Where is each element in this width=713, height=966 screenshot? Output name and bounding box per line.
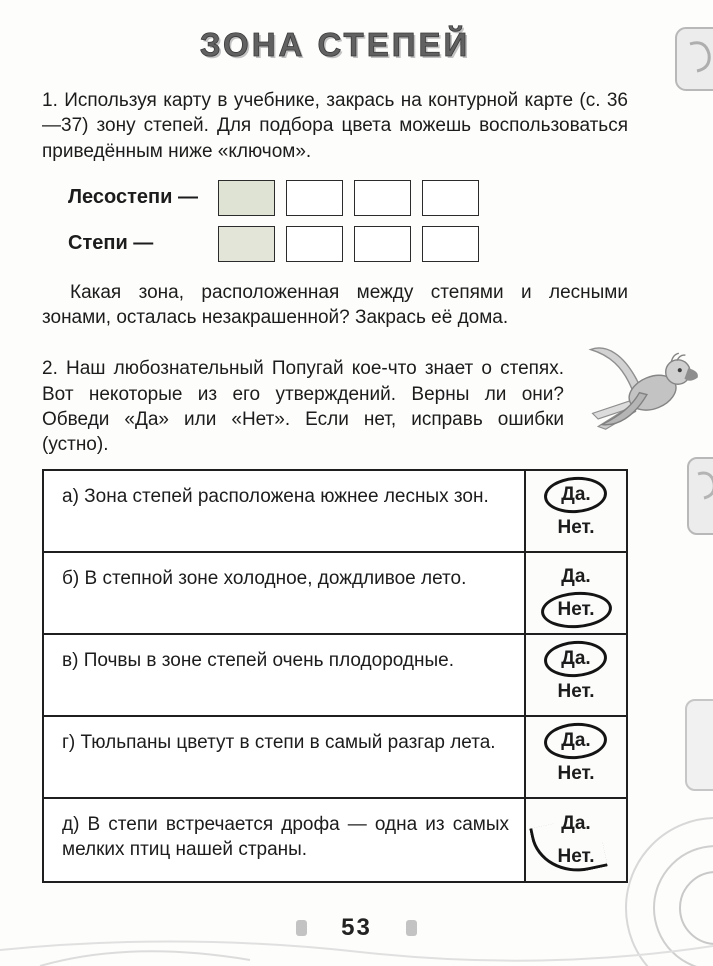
- color-swatch[interactable]: [422, 226, 479, 262]
- statement-text: г) Тюльпаны цветут в степи в самый разгар лета.: [62, 732, 496, 754]
- footer-ornament-right: [406, 920, 417, 936]
- page-title: ЗОНА СТЕПЕЙ: [199, 26, 471, 63]
- table-row: [44, 717, 626, 799]
- task2-instructions: 2. Наш любознательный Попугай кое-что знает о степях. Вот некоторые из его утверждений. Верны ли они? Обведи «Да» или «Нет». Если нет, исправь ошибки (устно).: [42, 358, 564, 456]
- statement-text: д) В степи встречается дрофа — одна из самых мелких птиц нашей страны.: [62, 814, 509, 861]
- color-key: [68, 180, 628, 262]
- answer-yes[interactable]: Да.: [553, 481, 598, 509]
- task1-question: Какая зона, расположенная между степями и лесными зонами, осталась незакрашенной? Закрась её дома.: [42, 281, 628, 329]
- parrot-illustration: [585, 336, 707, 440]
- color-swatch[interactable]: [354, 226, 411, 262]
- statements-table: [42, 469, 628, 883]
- answer-cell: [524, 635, 626, 715]
- page-footer: [0, 914, 713, 942]
- statement-text: б) В степной зоне холодное, дождливое лето.: [62, 568, 467, 590]
- statement-text: а) Зона степей расположена южнее лесных зон.: [62, 486, 489, 508]
- table-row: [44, 471, 626, 553]
- color-swatch[interactable]: [218, 180, 275, 216]
- color-swatch[interactable]: [354, 180, 411, 216]
- footer-ornament-left: [296, 920, 307, 936]
- color-swatch[interactable]: [286, 180, 343, 216]
- answer-yes[interactable]: Да.: [561, 812, 591, 834]
- table-row: [44, 553, 626, 635]
- legend-row-forest-steppe: [68, 180, 628, 216]
- legend-label-steppe: Степи —: [68, 232, 154, 255]
- answer-yes[interactable]: Да.: [553, 645, 598, 673]
- color-swatch[interactable]: [218, 226, 275, 262]
- legend-label-forest-steppe: Лесостепи —: [68, 186, 198, 209]
- answer-no[interactable]: Нет.: [557, 762, 595, 784]
- color-swatch[interactable]: [286, 226, 343, 262]
- color-swatch[interactable]: [422, 180, 479, 216]
- answer-yes[interactable]: Да.: [553, 727, 598, 755]
- answer-cell: [524, 553, 626, 633]
- answer-cell: [524, 471, 626, 551]
- answer-cell: [524, 799, 626, 881]
- answer-cell: [524, 717, 626, 797]
- statement-text: в) Почвы в зоне степей очень плодородные.: [62, 650, 454, 672]
- legend-row-steppe: [68, 226, 628, 262]
- table-row: [44, 799, 626, 881]
- answer-no[interactable]: Нет.: [557, 680, 595, 702]
- answer-no[interactable]: Нет.: [550, 596, 603, 624]
- answer-yes[interactable]: Да.: [561, 566, 591, 588]
- task1-instructions: 1. Используя карту в учебнике, закрась на контурной карте (с. 36—37) зону степей. Для подбора цвета можешь воспользоваться приведённым ниже «ключом».: [42, 90, 628, 162]
- page-number: 53: [341, 914, 372, 941]
- answer-no[interactable]: Нет.: [550, 843, 603, 871]
- table-row: [44, 635, 626, 717]
- answer-no[interactable]: Нет.: [557, 516, 595, 538]
